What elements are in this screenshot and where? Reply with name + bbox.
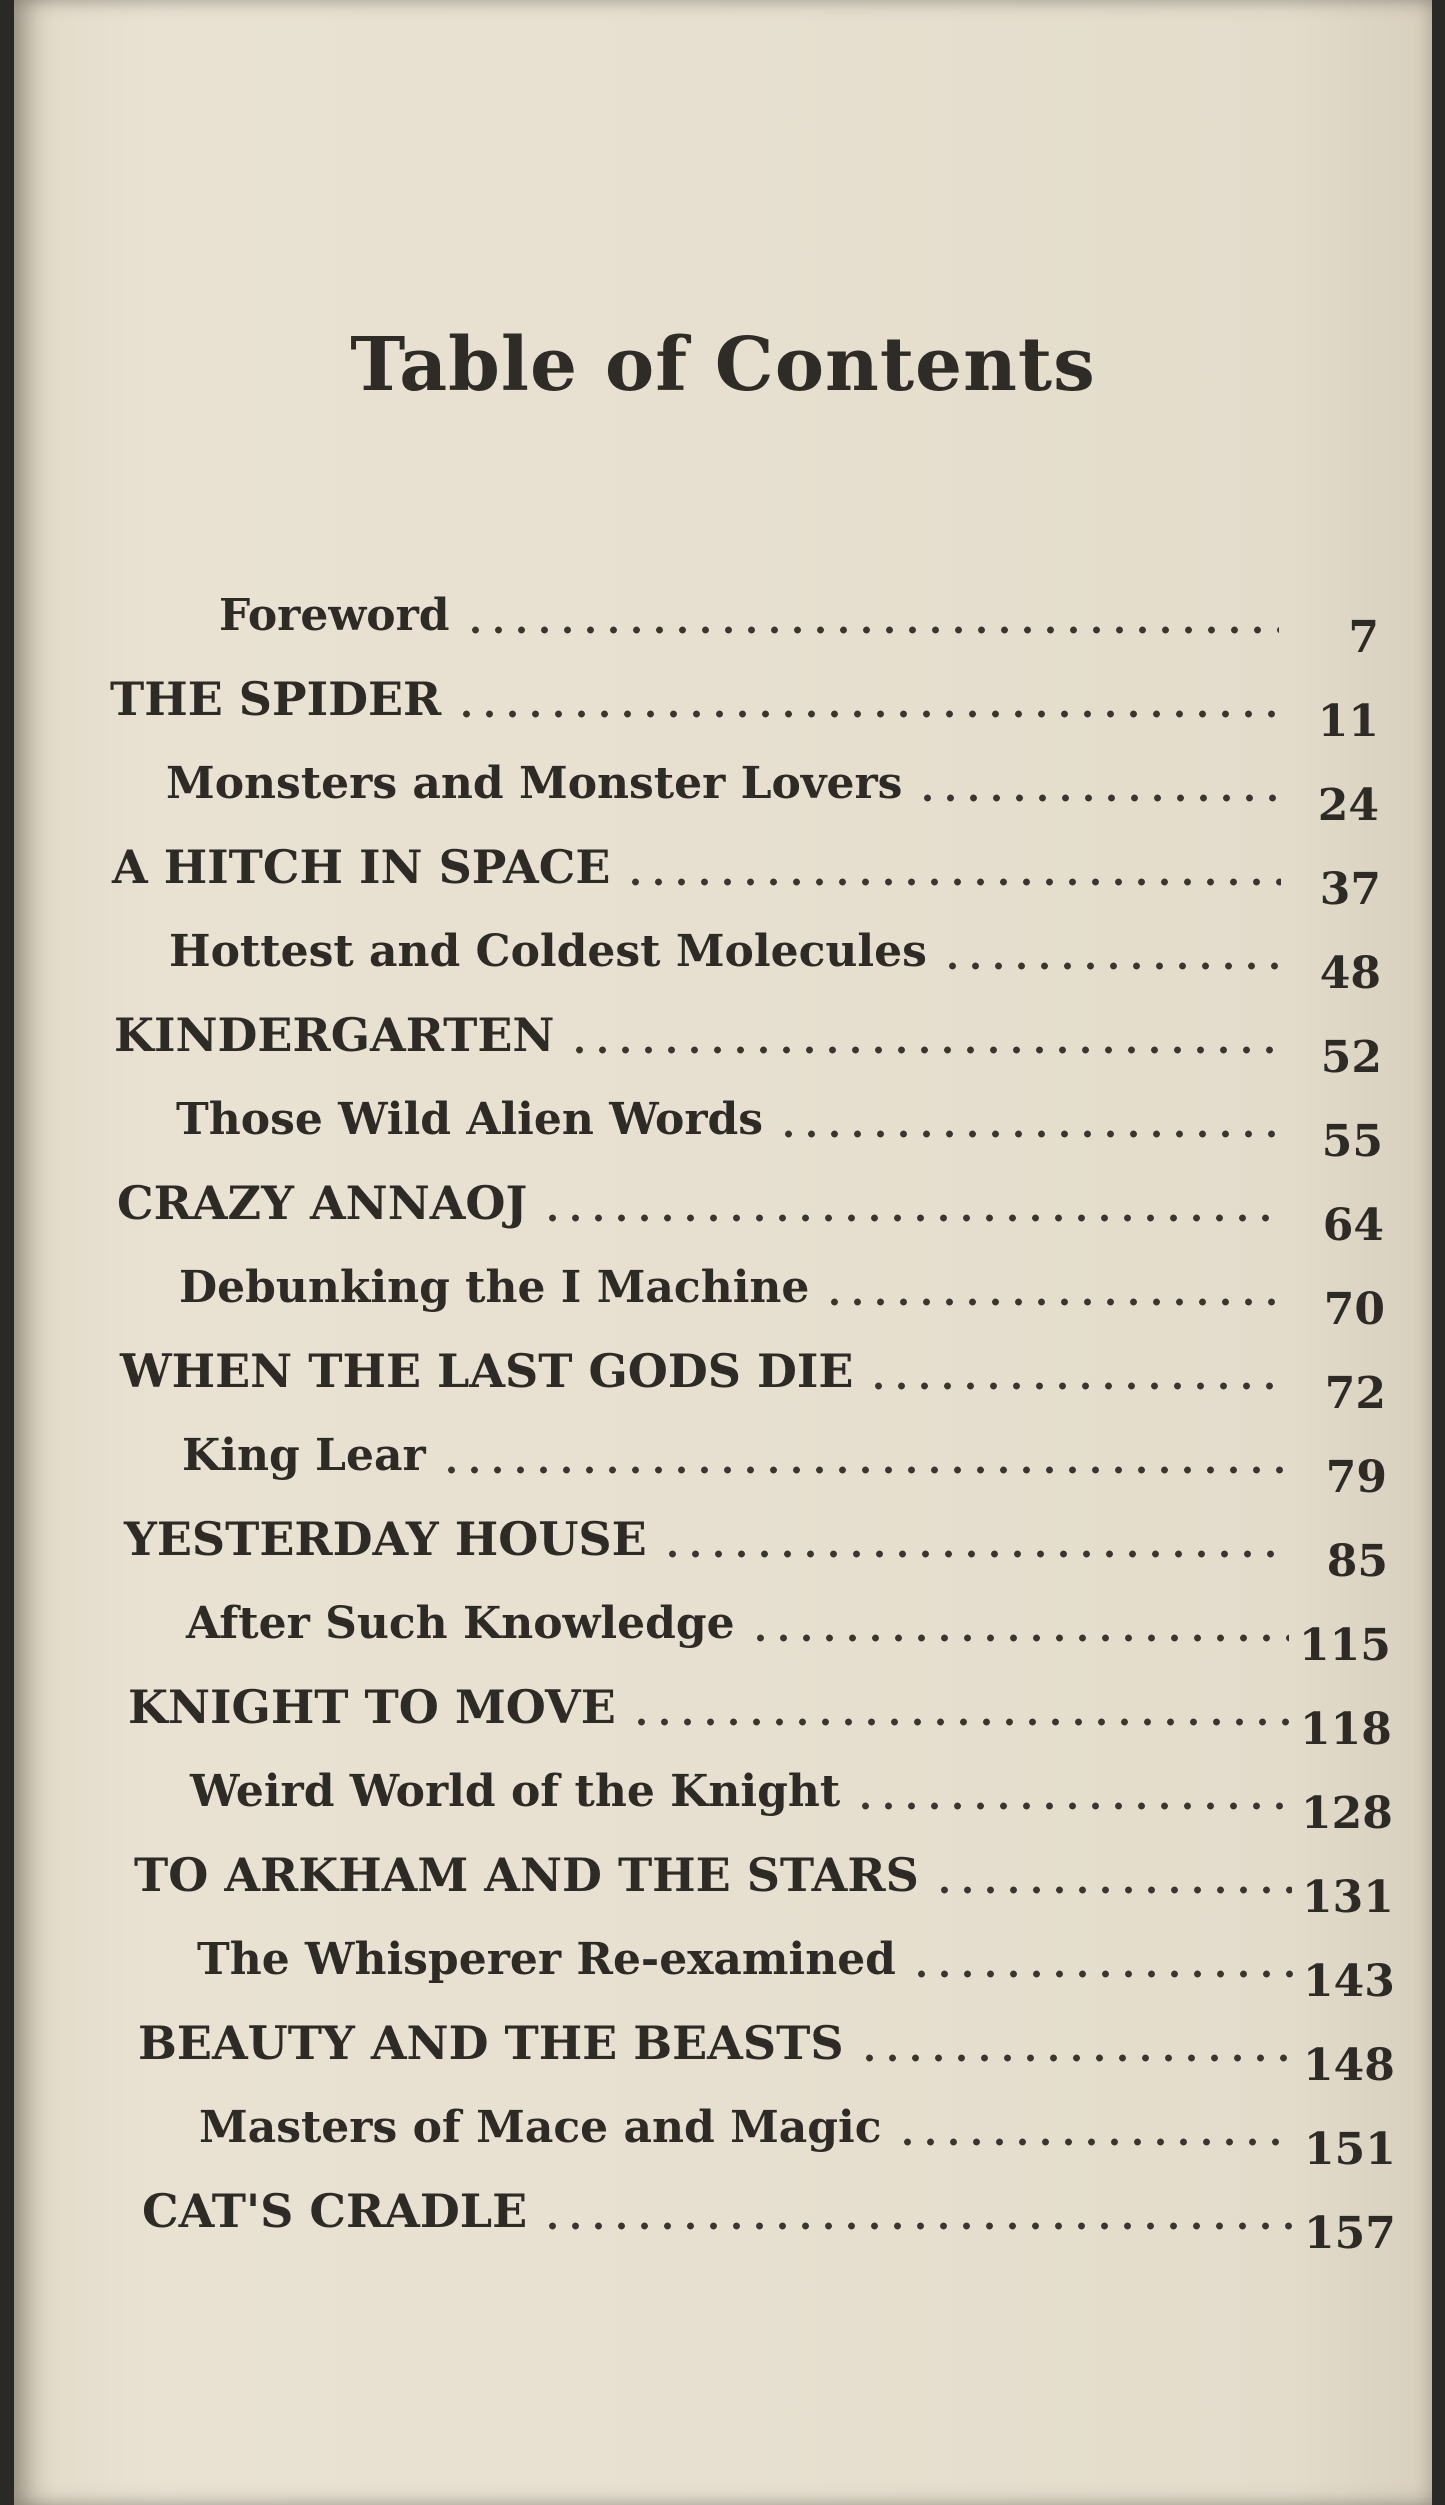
toc-entry-label: Debunking the I Machine <box>179 1262 810 1313</box>
table-of-contents <box>14 0 1432 2505</box>
toc-entry-label: BEAUTY AND THE BEASTS <box>138 2016 844 2070</box>
toc-entry-label: Foreword <box>219 590 450 641</box>
toc-entry-label: THE SPIDER <box>110 672 442 726</box>
dot-leader <box>440 1466 1287 1474</box>
toc-entry-label: Monsters and Monster Lovers <box>166 758 903 809</box>
toc-page-number: 55 <box>1321 1116 1383 1167</box>
toc-page-number: 11 <box>1317 696 1379 747</box>
toc-page-number: 52 <box>1320 1032 1382 1083</box>
dot-leader <box>455 710 1279 718</box>
toc-entry-foreword <box>219 578 1379 663</box>
toc-entry-the-spider <box>110 662 1379 747</box>
toc-page-number: 24 <box>1317 780 1379 831</box>
toc-entry-label: Weird World of the Knight <box>190 1766 841 1817</box>
toc-entry-label: King Lear <box>182 1430 426 1481</box>
dot-leader <box>823 1298 1285 1306</box>
toc-page-number: 7 <box>1348 612 1379 663</box>
toc-entry-yesterday-house <box>124 1502 1388 1587</box>
dot-leader <box>541 2222 1294 2230</box>
toc-page-number: 157 <box>1304 2208 1396 2259</box>
toc-entry-a-hitch-in-space <box>112 830 1381 915</box>
page-title: Table of Contents <box>350 322 1096 408</box>
toc-entry-monsters <box>166 746 1379 831</box>
dot-leader <box>624 878 1281 886</box>
toc-entry-last-gods <box>120 1334 1386 1419</box>
dot-leader <box>661 1550 1288 1558</box>
dot-leader <box>464 626 1279 634</box>
dot-leader <box>630 1718 1290 1726</box>
dot-leader <box>777 1130 1283 1138</box>
dot-leader <box>896 2138 1294 2146</box>
toc-page-number: 148 <box>1303 2040 1395 2091</box>
toc-entry-whisperer <box>197 1922 1395 2007</box>
toc-entry-label: The Whisperer Re-examined <box>197 1934 896 1985</box>
toc-entry-label: TO ARKHAM AND THE STARS <box>134 1848 919 1902</box>
toc-page-number: 72 <box>1324 1368 1386 1419</box>
toc-page-number: 70 <box>1323 1284 1385 1335</box>
toc-entry-label: WHEN THE LAST GODS DIE <box>120 1344 854 1398</box>
toc-entry-label: Those Wild Alien Words <box>176 1094 764 1145</box>
toc-entry-cats-cradle <box>142 2174 1396 2259</box>
toc-page-number: 115 <box>1299 1620 1391 1671</box>
toc-page-number: 48 <box>1319 948 1381 999</box>
dot-leader <box>541 1214 1284 1222</box>
toc-page-number: 85 <box>1326 1536 1388 1587</box>
toc-entry-kindergarten <box>114 998 1382 1083</box>
toc-page-number: 151 <box>1304 2124 1396 2175</box>
toc-entry-label: CRAZY ANNAOJ <box>117 1176 528 1230</box>
toc-entry-to-arkham <box>134 1838 1394 1923</box>
toc-entry-mace-magic <box>199 2090 1396 2175</box>
dot-leader <box>910 1970 1293 1978</box>
toc-entry-label: KNIGHT TO MOVE <box>128 1680 616 1734</box>
dot-leader <box>933 1886 1292 1894</box>
toc-entry-label: Hottest and Coldest Molecules <box>169 926 927 977</box>
toc-entry-label: A HITCH IN SPACE <box>112 840 611 894</box>
toc-entry-beauty-beasts <box>138 2006 1395 2091</box>
toc-entry-label: After Such Knowledge <box>186 1598 735 1649</box>
dot-leader <box>941 962 1281 970</box>
toc-page-number: 131 <box>1302 1872 1394 1923</box>
dot-leader <box>916 794 1279 802</box>
dot-leader <box>867 1382 1286 1390</box>
dot-leader <box>854 1802 1291 1810</box>
toc-entry-label: KINDERGARTEN <box>114 1008 555 1062</box>
dot-leader <box>568 1046 1282 1054</box>
toc-entry-crazy-annaoj <box>117 1166 1384 1251</box>
dot-leader <box>858 2054 1293 2062</box>
toc-page-number: 64 <box>1322 1200 1384 1251</box>
toc-entry-label: Masters of Mace and Magic <box>199 2102 882 2153</box>
toc-page-number: 118 <box>1300 1704 1392 1755</box>
dot-leader <box>749 1634 1289 1642</box>
toc-page-number: 79 <box>1325 1452 1387 1503</box>
toc-entry-after-such-knowledge <box>186 1586 1391 1671</box>
toc-entry-knight-to-move <box>128 1670 1392 1755</box>
toc-page-number: 37 <box>1319 864 1381 915</box>
toc-entry-label: CAT'S CRADLE <box>142 2184 528 2238</box>
toc-page-number: 128 <box>1301 1788 1393 1839</box>
toc-entry-i-machine <box>179 1250 1385 1335</box>
toc-entry-alien-words <box>176 1082 1383 1167</box>
toc-entry-weird-world <box>190 1754 1393 1839</box>
toc-page-number: 143 <box>1303 1956 1395 2007</box>
toc-entry-hottest <box>169 914 1381 999</box>
book-page <box>14 0 1432 2505</box>
toc-entry-king-lear <box>182 1418 1387 1503</box>
toc-entry-label: YESTERDAY HOUSE <box>124 1512 647 1566</box>
